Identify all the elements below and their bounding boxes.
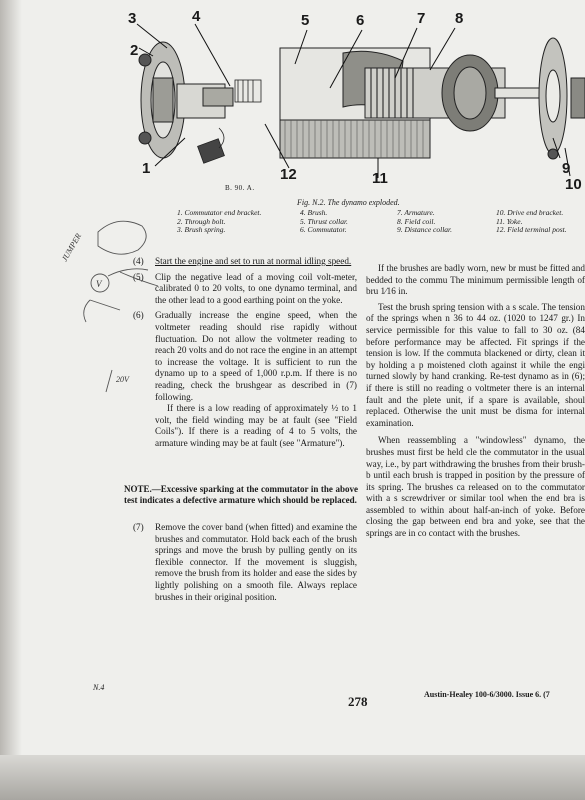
step-6 (133, 310, 357, 403)
step-number: (4) (133, 256, 144, 266)
callout-1: 1 (142, 160, 151, 177)
dynamo-exploded-diagram (115, 8, 585, 200)
legend-col-3 (397, 209, 452, 235)
section-reference: N.4 (93, 683, 105, 692)
callout-4: 4 (192, 8, 201, 25)
legend-item: 7. Armature. (397, 208, 435, 217)
step-6-continued: If there is a low reading of approximately ½ to 1 volt, the field winding may be at fault (see "Field Coils"). If there is a reading of 4 to 5 volts, the armature winding may be at fault (see "Armature"). (155, 403, 357, 448)
figure-caption: Fig. N.2. The dynamo exploded. (297, 198, 400, 207)
page-bottom-edge (0, 755, 585, 800)
step-7-text: Remove the cover band (when fitted) and examine the brushes and commutator. Hold back each of the brush springs and move the brush by pulling gently on its flexible connector. If the movement is sluggish, remove the brush from its holder and ease the sides by lightly polishing on a smooth file. Always replace brushes in their original position. (155, 522, 357, 602)
callout-5: 5 (301, 12, 310, 29)
step-number: (6) (133, 310, 144, 321)
legend-col-2 (300, 209, 348, 235)
step-4-text: Start the engine and set to run at normal idling speed. (155, 256, 352, 266)
publication-title: Austin-Healey 100-6/3000. Issue 6. (7 (424, 690, 550, 699)
spring-tension-paragraph: Test the brush spring tension with a s scale. The tension of the springs when n 36 to 44 oz. (1020 to 1247 gr.) In service permissible for this value to fall to 30 oz. (84 before performance may be affected. Fit springs if the tension is low. If the commuta blackened or dirty, clean it by holding a p moistened cloth against it while the engi turned slowly by hand cranking. Re-test dynamo as in (6); if there is still no reading o voltmeter there is an internal fault and the plete unit, if a spare is available, shoul replaced. Otherwise the unit must be disma for internal examination. (366, 301, 585, 428)
legend-item: 12. Field terminal post. (496, 225, 567, 234)
step-4 (133, 256, 357, 268)
callout-9: 9 (562, 160, 571, 177)
legend-item: 8. Field coil. (397, 216, 436, 226)
legend-col-1 (177, 209, 261, 235)
legend-item: 11. Yoke. (496, 216, 523, 226)
right-column (366, 263, 585, 703)
legend-item: 10. Drive end bracket. (496, 208, 564, 217)
callout-7: 7 (417, 10, 426, 27)
legend-item: 9. Distance collar. (397, 225, 452, 234)
callout-2: 2 (130, 42, 139, 59)
legend-item: 3. Brush spring. (177, 225, 226, 234)
reassembly-paragraph: When reassembling a "windowless" dynamo, the brushes must first be held cle the commutator in the usual way, i.e., by part withdrawing the brushes from their brush-b until each brush is trapped in position by the pressure of its spring. The brushes ca released on to the commutator with a s screwdriver or similar tool when the end bra is assembled to within about half-an-inch of yoke. Before closing the gap between end bra and yoke, see that the springs are in co contact with the brushes. (366, 435, 585, 539)
left-column (133, 256, 357, 454)
callout-11: 11 (372, 170, 388, 187)
legend-item: 6. Commutator. (300, 225, 347, 234)
note-defective-armature: NOTE.—Excessive sparking at the commutator in the above test indicates a defective armature which should be replaced. (124, 484, 358, 506)
handwritten-20v: 20V (116, 375, 129, 384)
drive-end-bracket (539, 38, 585, 159)
callout-3: 3 (128, 10, 137, 27)
step-6-text: Gradually increase the engine speed, when the voltmeter reading should rise rapidly without fluctuation. Do not allow the voltmeter reading to reach 20 volts and do not race the engine in an attempt to increase the voltage. It is sufficient to run the dynamo up to a speed of 1,000 r.p.m. If there is no reading, check the brushgear as described in (7) following. (155, 310, 357, 402)
handwritten-jumper: JUMPER (59, 231, 84, 263)
handwritten-v: V (96, 279, 102, 289)
legend-item: 4. Brush. (300, 208, 328, 217)
legend-item: 2. Through bolt. (177, 216, 226, 226)
step-number: (7) (133, 522, 144, 532)
step-7 (133, 522, 357, 603)
callout-10: 10 (565, 176, 582, 193)
callout-8: 8 (455, 10, 464, 27)
legend-item: 5. Thrust collar. (300, 216, 348, 226)
page-number: 278 (348, 694, 368, 709)
step-number: (5) (133, 271, 144, 282)
legend-item: 1. Commutator end bracket. (177, 208, 262, 217)
step-5 (133, 271, 357, 307)
plate-reference: B. 90. A. (225, 184, 255, 192)
step-5-text: Clip the negative lead of a moving coil volt-meter, calibrated 0 to 20 volts, to one dynamo terminal, and the other lead to a good earthing point on the yoke. (155, 271, 357, 305)
callout-12: 12 (280, 166, 297, 183)
binding-shadow (0, 0, 22, 800)
brush-wear-paragraph: If the brushes are badly worn, new br must be fitted and bedded to the commu The minimum permissible length of bru 1⁄16 in. (366, 263, 585, 297)
legend-col-4 (496, 209, 567, 235)
callout-6: 6 (356, 12, 365, 29)
